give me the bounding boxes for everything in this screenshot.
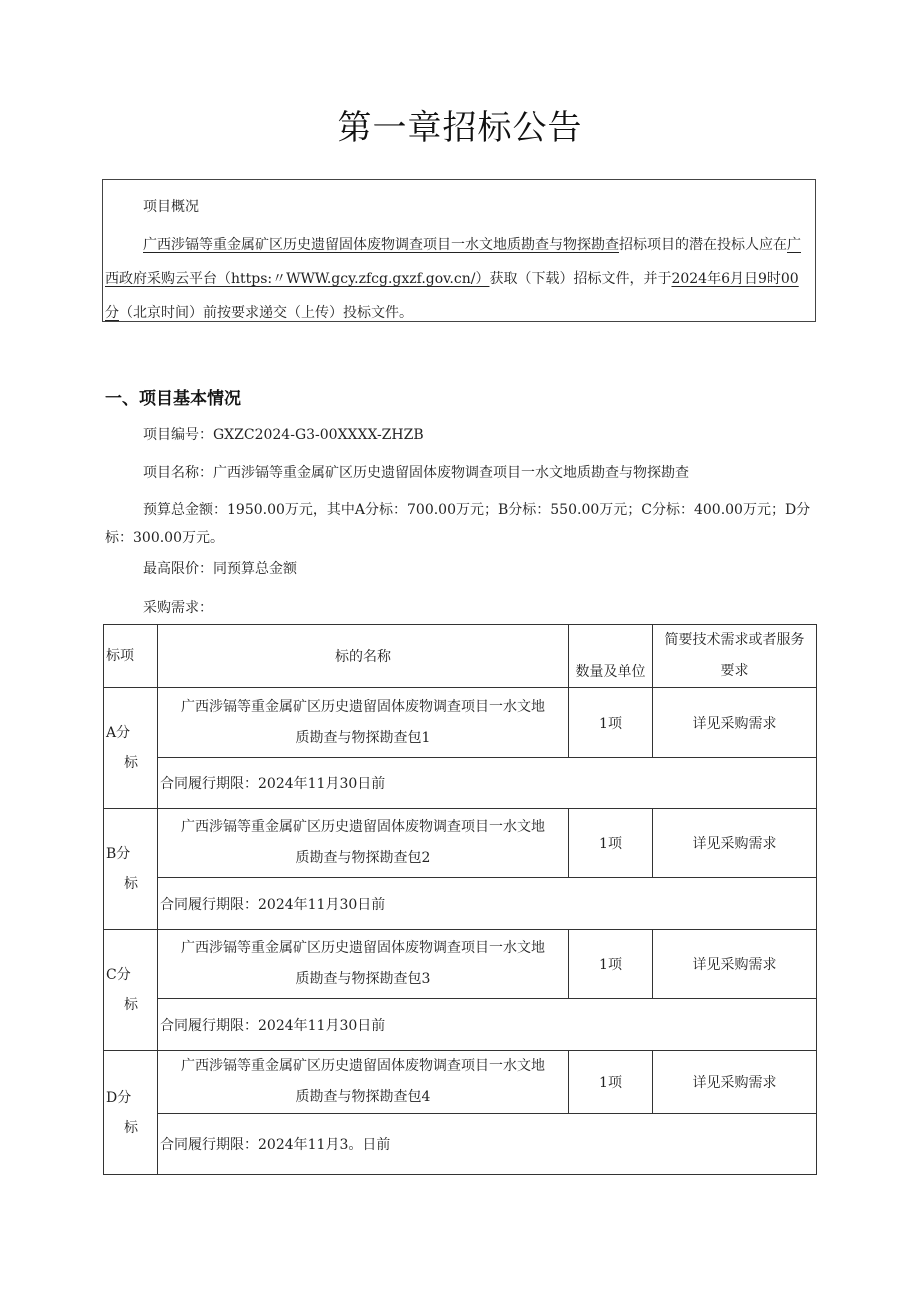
overview-platform-link[interactable]: 广西政府采购云平台（https:〃WWW.gcy.zfcg.gxzf.gov.cn/） [105,237,801,287]
lot-b-name-line2: 质勘查与物探勘查包2 [295,850,431,866]
lot-b-name [158,809,569,878]
lot-c-name-line1: 广西涉镉等重金属矿区历史遗留固体废物调查项目一水文地 [181,940,545,956]
lot-a-line1: A分 [106,725,131,741]
lot-c-name [158,930,569,999]
budget-total: 预算总金额：1950.00万元，其中A分标：700.00万元；B分标：550.00万元；C分标：400.00万元；D分标：300.00万元。 [105,502,811,546]
lot-cell-d [104,1051,158,1175]
table-row [104,809,817,878]
lot-a-name-line1: 广西涉镉等重金属矿区历史遗留固体废物调查项目一水文地 [181,698,545,715]
chapter-title: 第一章招标公告 [337,108,583,148]
lot-b-line1: B分 [106,846,131,862]
lot-b-line2: 标 [124,876,138,892]
overview-deadline: 2024年6月日9时00分 [105,271,799,321]
overview-text-2: 获取（下载）招标文件，并于 [489,271,672,287]
table-row [104,1114,817,1175]
lot-c-name-line2: 质勘查与物探勘查包3 [295,971,431,987]
overview-project-name: 广西涉镉等重金属矿区历史遗留固体废物调查项目一水文地质勘查与物探勘查 [143,237,619,253]
overview-label: 项目概况 [143,199,199,215]
lot-cell-a [104,688,158,809]
lot-c-line1: C分 [106,967,131,983]
table-header-row [104,625,817,688]
lot-a-name-line2: 质勘查与物探勘查包1 [295,729,431,746]
table-row [104,878,817,930]
lot-d-name [158,1051,569,1114]
header-requirements [653,625,817,688]
table-row [104,930,817,999]
lot-a-req: 详见采购需求 [653,688,817,758]
lot-c-qty: 1项 [569,930,653,999]
lot-d-name-line2: 质勘查与物探勘查包4 [295,1089,431,1105]
project-name: 项目名称：广西涉镉等重金属矿区历史遗留固体废物调查项目一水文地质勘查与物探勘查 [143,465,689,481]
section-heading-basic-info: 一、项目基本情况 [105,389,241,409]
lot-d-name-line1: 广西涉镉等重金属矿区历史遗留固体废物调查项目一水文地 [181,1058,545,1074]
lot-c-req: 详见采购需求 [653,930,817,999]
header-req-line1: 简要技术需求或者服务 [664,632,805,648]
lot-d-req: 详见采购需求 [653,1051,817,1114]
project-number: 项目编号：GXZC2024-G3-00XXXX-ZHZB [143,427,424,443]
lot-cell-b [104,809,158,930]
lot-d-contract: 合同履行期限：2024年11月3。日前 [158,1114,817,1175]
lot-b-contract: 合同履行期限：2024年11月30日前 [158,878,817,930]
procurement-table [103,624,817,1175]
overview-text-1: 招标项目的潜在投标人应在 [619,237,787,253]
overview-text-3: （北京时间）前按要求递交（上传）投标文件。 [119,305,413,321]
header-name: 标的名称 [158,625,569,688]
table-row [104,999,817,1051]
lot-b-req: 详见采购需求 [653,809,817,878]
table-row [104,758,817,809]
requirements-label: 采购需求： [143,600,213,616]
project-overview-box [102,179,816,322]
lot-c-line2: 标 [124,997,138,1013]
lot-d-qty: 1项 [569,1051,653,1114]
lot-b-name-line1: 广西涉镉等重金属矿区历史遗留固体废物调查项目一水文地 [181,819,545,835]
lot-b-qty: 1项 [569,809,653,878]
lot-a-name [158,688,569,758]
overview-paragraph [105,228,811,330]
lot-a-line2: 标 [124,755,138,771]
header-lot: 标项 [104,625,158,688]
max-price: 最高限价：同预算总金额 [143,561,297,577]
lot-a-qty: 1项 [569,688,653,758]
lot-d-line1: D分 [106,1089,132,1106]
header-qty: 数量及单位 [569,625,653,688]
table-row [104,1051,817,1114]
lot-cell-c [104,930,158,1051]
table-row [104,688,817,758]
header-req-line2: 要求 [720,663,749,679]
lot-c-contract: 合同履行期限：2024年11月30日前 [158,999,817,1051]
lot-a-contract: 合同履行期限：2024年11月30日前 [158,758,817,809]
lot-d-line2: 标 [124,1119,138,1136]
